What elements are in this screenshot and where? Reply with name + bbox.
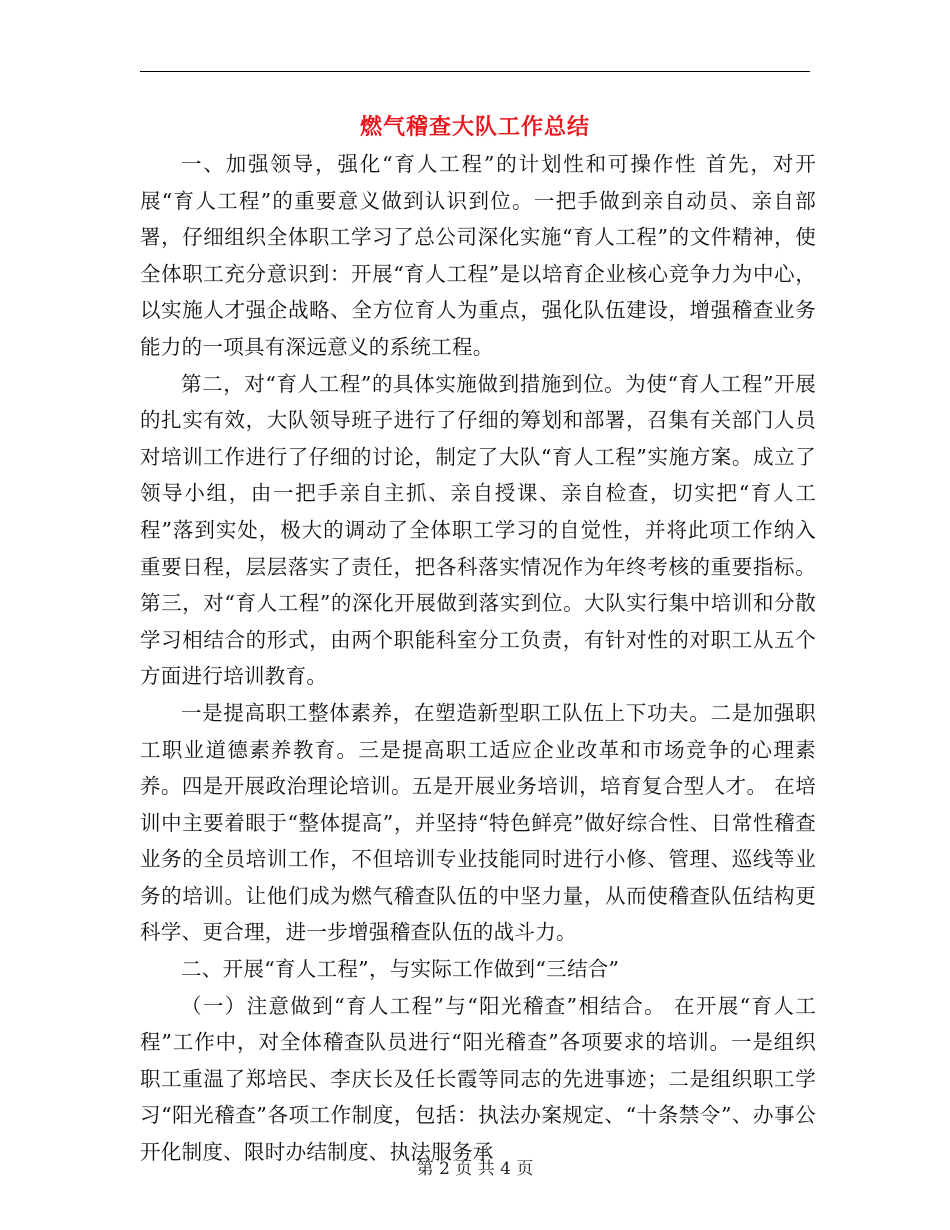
document-title: 燃气稽查大队工作总结	[359, 114, 590, 140]
page-number-footer: 第 2 页 共 4 页	[416, 1159, 534, 1179]
paragraph-2: 第二，对“育人工程”的具体实施做到措施到位。为使“育人工程”开展的扎实有效，大队领导班子进行了仔细的筹划和部署，召集有关部门人员对培训工作进行了仔细的讨论，制定了大队“育人工程”实施方案。成立了领导小组，由一把手亲自主抓、亲自授课、亲自检查，切实把“育人工程”落到实处，极大的调动了全体职工学习的自觉性，并将此项工作纳入重要日程，层层落实了责任，把各科落实情况作为年终考核的重要指标。 第三，对“育人工程”的深化开展做到落实到位。大队实行集中培训和分散学习相结合的形式，由两个职能科室分工负责，有针对性的对职工从五个方面进行培训教育。	[140, 371, 816, 689]
paragraph-5: （一）注意做到“育人工程”与“阳光稽查”相结合。 在开展“育人工程”工作中，对全体稽查队员进行“阳光稽查”各项要求的培训。一是组织职工重温了郑培民、李庆长及任长霞等同志的先进事迹；二是组织职工学习“阳光稽查”各项工作制度，包括：执法办案规定、“十条禁令”、办事公开化制度、限时办结制度、执法服务承	[140, 993, 816, 1165]
paragraph-1: 一、加强领导，强化“育人工程”的计划性和可操作性 首先，对开展“育人工程”的重要意义做到认识到位。一把手做到亲自动员、亲自部署，仔细组织全体职工学习了总公司深化实施“育人工程”的文件精神，使全体职工充分意识到：开展“育人工程”是以培育企业核心竞争力为中心，以实施人才强企战略、全方位育人为重点，强化队伍建设，增强稽查业务能力的一项具有深远意义的系统工程。	[140, 152, 816, 359]
header-rule	[140, 71, 810, 72]
paragraph-3: 一是提高职工整体素养，在塑造新型职工队伍上下功夫。二是加强职工职业道德素养教育。三是提高职工适应企业改革和市场竞争的心理素养。四是开展政治理论培训。五是开展业务培训，培育复合型人才。 在培训中主要着眼于“整体提高”，并坚持“特色鲜亮”做好综合性、日常性稽查业务的全员培训工作，不但培训专业技能同时进行小修、管理、巡线等业务的培训。让他们成为燃气稽查队伍的中坚力量，从而使稽查队伍结构更科学、更合理，进一步增强稽查队伍的战斗力。	[140, 700, 816, 945]
section-heading-2: 二、开展“育人工程”，与实际工作做到“三结合”	[181, 957, 620, 982]
document-body	[140, 146, 816, 1171]
